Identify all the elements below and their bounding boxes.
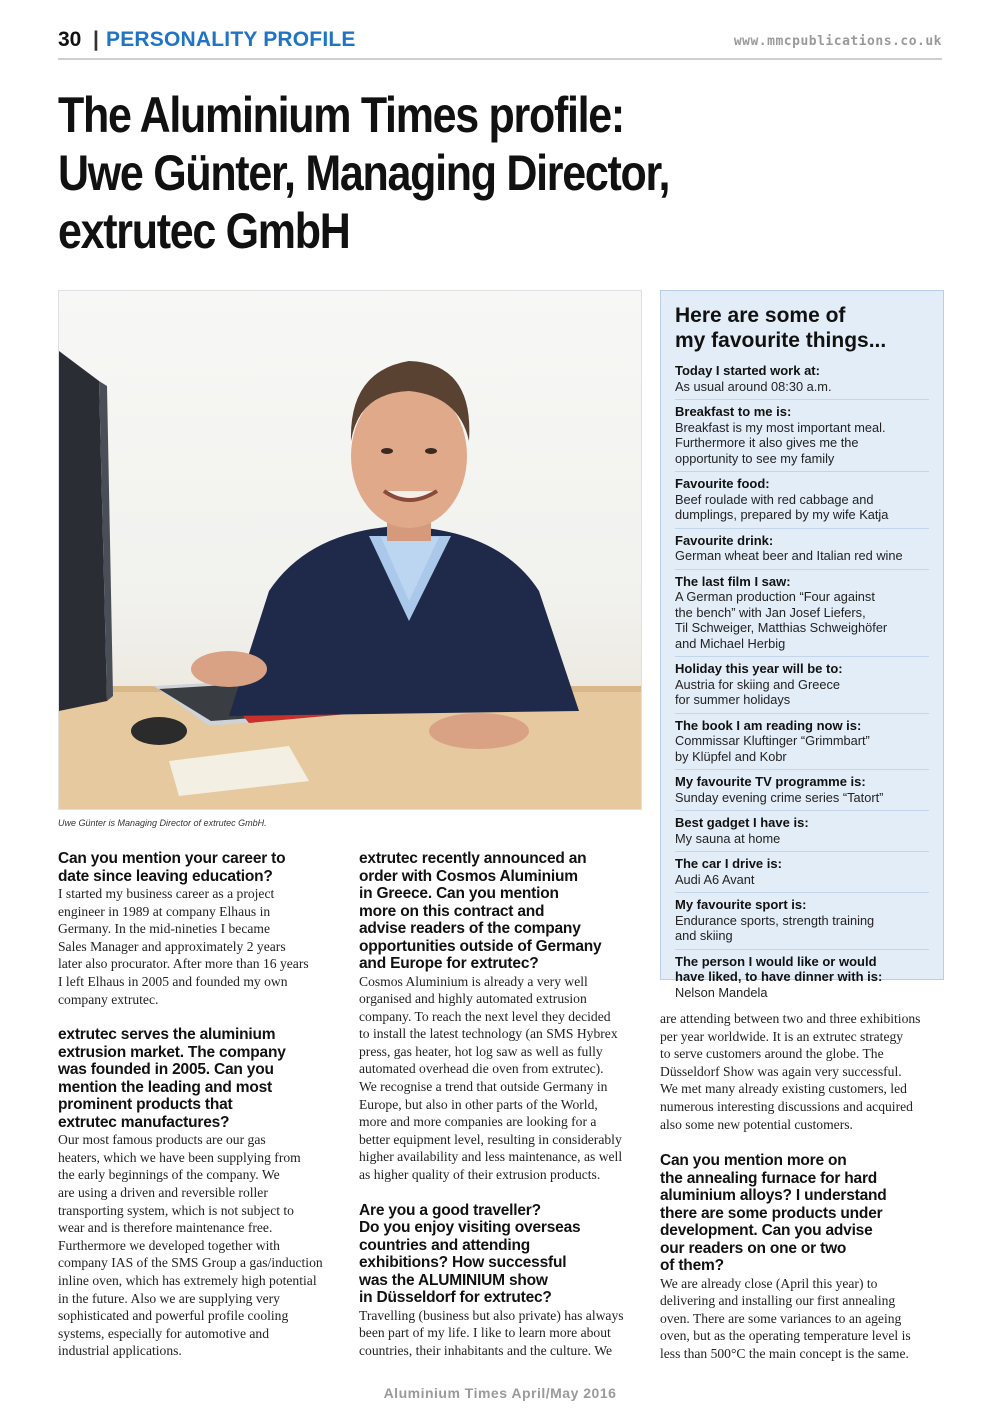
- publisher-url[interactable]: www.mmcpublications.co.uk: [733, 34, 942, 49]
- favourite-answer: German wheat beer and Italian red wine: [675, 548, 903, 563]
- favourite-label: My favourite sport is:: [675, 897, 807, 912]
- answer-paragraph: are attending between two and three exhibitions per year worldwide. It is an extrutec strategy to serve customers around the globe. The Düsseldorf Show was again very successful. We met many already existing customers, led numerous interesting discussions and acquired also some new potential customers.: [660, 1011, 921, 1132]
- favourite-item: [675, 570, 929, 658]
- favourite-label: The car I drive is:: [675, 856, 782, 871]
- favourite-item: [675, 950, 929, 1006]
- favourite-item: [675, 770, 929, 811]
- favourite-item: [675, 359, 929, 400]
- favourite-label: Holiday this year will be to:: [675, 661, 843, 676]
- article-column-1: [58, 850, 340, 1378]
- favourite-label: Breakfast to me is:: [675, 404, 792, 419]
- answer-paragraph: Our most famous products are our gas heaters, which we have been supplying from the early beginnings of the company. We are using a driven and reversible roller transporting system, which is not subject to wear and is therefore maintenance free. Furthermore we developed together with company IAS of the SMS Group a gas/induction inline oven, which has extremely high potential in the future. Also we are supplying very sophisticated and powerful profile cooling systems, especially for automotive and industrial applications.: [58, 1132, 323, 1359]
- favourite-answer: A German production “Four against the bench” with Jan Josef Liefers, Til Schweiger, Matthias Schweighöfer and Michael Herbig: [675, 589, 888, 651]
- favourite-answer: As usual around 08:30 a.m.: [675, 378, 832, 394]
- favourite-answer: Commissar Kluftinger “Grimmbart” by Klüpfel and Kobr: [675, 733, 870, 764]
- favourite-answer: Audi A6 Avant: [675, 871, 755, 887]
- article-title: [58, 86, 832, 260]
- question-heading: Are you a good traveller? Do you enjoy visiting overseas countries and attending exhibitions? How successful was the ALUMINIUM show in Düsseldorf for extrutec?: [359, 1201, 581, 1307]
- favourite-item: [675, 472, 929, 529]
- favourite-label: Favourite drink:: [675, 532, 774, 548]
- favourite-item: [675, 811, 929, 852]
- favourite-item: [675, 714, 929, 771]
- favourite-label: My favourite TV programme is:: [675, 774, 866, 789]
- favourite-item: [675, 657, 929, 714]
- favourite-label: The book I am reading now is:: [675, 717, 862, 733]
- favourite-item: [675, 529, 929, 570]
- answer-paragraph: We are already close (April this year) to delivering and installing our first annealing oven. There are some variances to an ageing oven, but as the operating temperature level is less than 500°C the main concept is the same.: [660, 1275, 911, 1361]
- favourite-answer: Breakfast is my most important meal. Furthermore it also gives me the opportunity to see my family: [675, 419, 886, 466]
- left-hand: [191, 651, 267, 687]
- question-heading: Can you mention more on the annealing furnace for hard aluminium alloys? I understand there are some products under development. Can you advise our readers on one or two of them?: [660, 1152, 887, 1274]
- question-heading: extrutec serves the aluminium extrusion market. The company was founded in 2005. Can you mention the leading and most prominent products that extrutec manufactures?: [58, 1026, 286, 1131]
- favourite-item: [675, 852, 929, 893]
- portrait-illustration: [59, 291, 642, 810]
- mouse: [131, 717, 187, 745]
- favourite-answer: My sauna at home: [675, 830, 781, 846]
- header-separator: |: [93, 28, 99, 51]
- title-line: The Aluminium Times profile:: [58, 87, 624, 143]
- favourite-answer: Austria for skiing and Greece for summer holidays: [675, 676, 841, 707]
- page-footer: Aluminium Times April/May 2016: [383, 1385, 617, 1401]
- favourite-label: Favourite food:: [675, 476, 770, 491]
- favourite-label: Today I started work at:: [675, 363, 820, 378]
- question-heading: Can you mention your career to date since leaving education?: [58, 850, 286, 885]
- section-title: PERSONALITY PROFILE: [106, 28, 356, 51]
- header-rule: [58, 58, 942, 60]
- sidebar-title: Here are some of my favourite things...: [675, 304, 887, 352]
- answer-paragraph: Travelling (business but also private) has always been part of my life. I like to learn more about countries, their inhabitants and the culture. We: [359, 1307, 624, 1358]
- favourite-answer: Sunday evening crime series “Tatort”: [675, 789, 884, 805]
- favourite-answer: Beef roulade with red cabbage and dumplings, prepared by my wife Katja: [675, 491, 889, 522]
- right-hand: [429, 713, 529, 749]
- favourite-things-box: [660, 290, 944, 1000]
- portrait-photo: [58, 290, 642, 810]
- title-line: Uwe Günter, Managing Director,: [58, 145, 670, 201]
- photo-caption: Uwe Günter is Managing Director of extrutec GmbH.: [58, 818, 267, 828]
- favourite-item: [675, 400, 929, 472]
- article-column-2: [359, 850, 641, 1377]
- title-line: extrutec GmbH: [58, 203, 350, 259]
- favourite-answer: Endurance sports, strength training and skiing: [675, 912, 875, 943]
- page-number: 30: [58, 28, 82, 51]
- answer-paragraph: I started my business career as a project engineer in 1989 at company Elhaus in Germany. In the mid-nineties I became Sales Manager and approximately 2 years later also procurator. After more than 16 years I left Elhaus in 2005 and founded my own company extrutec.: [58, 886, 309, 1007]
- article-column-3-lower: [660, 1152, 942, 1380]
- favourite-answer: Nelson Mandela: [675, 984, 768, 1000]
- favourite-label: The person I would like or would have liked, to have dinner with is:: [675, 953, 883, 984]
- page-header: [58, 28, 942, 56]
- question-heading: extrutec recently announced an order with Cosmos Aluminium in Greece. Can you mention more on this contract and advise readers of the company opportunities outside of Germany and Europe for extrutec?: [359, 850, 602, 972]
- answer-paragraph: Cosmos Aluminium is already a very well organised and highly automated extrusion company. To reach the next level they decided to install the latest technology (an SMS Hybrex press, gas heater, hot log saw as well as fully automated overhead die oven from extrutec). We recognise a trend that outside Germany in Europe, but also in other parts of the World, more and more companies are looking for a better equipment level, resulting in considerably higher availability and less maintenance, as well as higher quality of their extrusion products.: [359, 973, 623, 1183]
- favourites-list: [675, 359, 929, 1005]
- favourite-label: The last film I saw:: [675, 573, 791, 589]
- favourite-item: [675, 893, 929, 950]
- favourite-label: Best gadget I have is:: [675, 815, 809, 830]
- article-column-3: [660, 1010, 942, 1151]
